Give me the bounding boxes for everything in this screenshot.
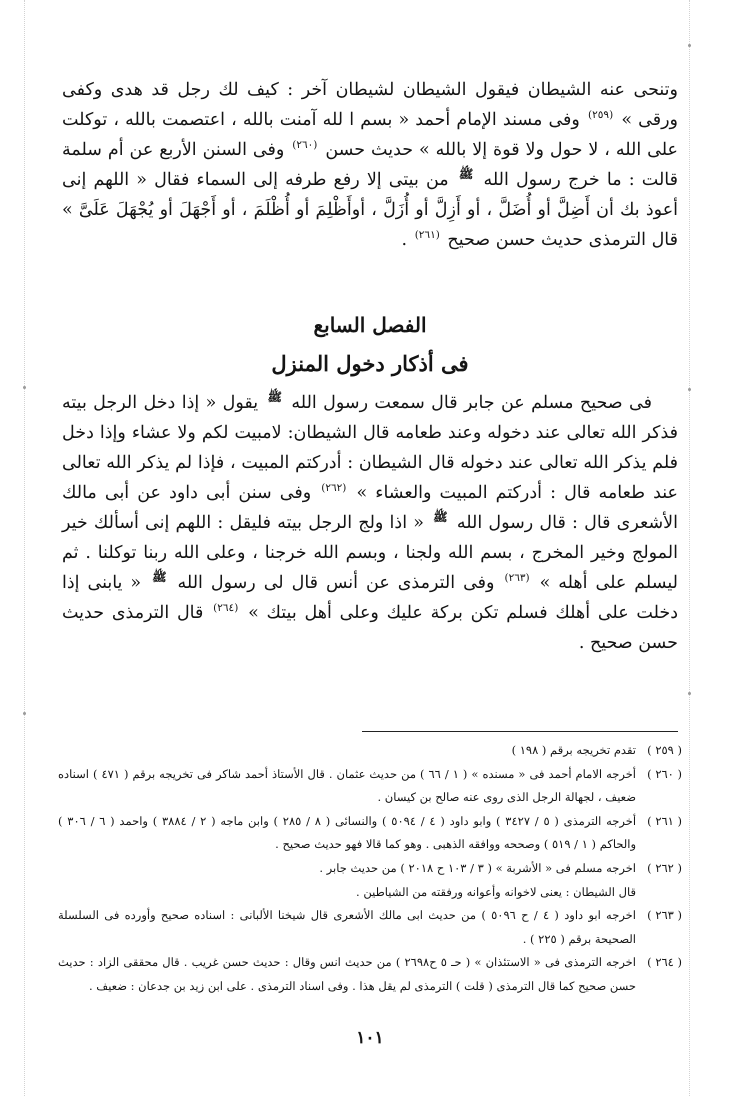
salawat-symbol: ﷺ	[152, 570, 167, 585]
margin-dot	[23, 712, 26, 715]
body-text-segment: وفى السنن الأربع عن أم سلمة قالت : ما خرج رسول الله	[62, 140, 678, 190]
footnote	[58, 951, 682, 998]
footnote-number: ( ٢٥٩ )	[647, 743, 682, 757]
body-text-segment: .	[401, 230, 408, 250]
footnote-reference: (٢٦٠)	[292, 139, 318, 152]
footnote	[58, 857, 682, 881]
margin-dot	[688, 692, 691, 695]
footnote	[58, 810, 682, 857]
footnote-text: اخرجه مسلم فى « الأشربة » ( ٣ / ١٠٣ ح ٢٠١٨ ) من حديث جابر .	[319, 860, 636, 875]
footnote-number: ( ٢٦١ )	[647, 813, 682, 828]
footnote-continuation	[58, 881, 682, 905]
salawat-symbol: ﷺ	[267, 390, 283, 405]
footnote-text: اخرجه ابو داود ( ٤ / ح ٥٠٩٦ ) من حديث ابى مالك الأشعرى قال شيخنا الألبانى : اسناده صحيح وأورده فى السلسلة الصحيحة برقم ( ٢٢٥ ) .	[58, 908, 636, 946]
footnote-reference: (٢٦١)	[414, 229, 440, 242]
footnote-reference: (٢٦٣)	[504, 572, 530, 585]
footnote	[58, 763, 682, 810]
body-text-segment: يقول « إذا دخل الرجل بيته فذكر الله تعالى عند دخوله وعند طعامه قال الشيطان: لامبيت لكم ولا عشاء وإذا دخل فلم يذكر الله تعالى عند دخوله قال الشيطان : أدركتم المبيت ، فإذا لم يذكر الله تعالى عند طعامه قال : أدركتم المبيت والعشاء »	[62, 393, 678, 503]
footnote-text: اخرجه الترمذى فى « الاستئذان » ( حـ ٥ ح٢٦٩٨ ) من حديث انس وقال : حديث حسن غريب . قال محققى الزاد : حديث حسن صحيح كما قال الترمذى ( قلت ) الترمذى لم يقل هذا . وفى اسناد الترمذى . على ابن زيد بن جدعان : ضعيف .	[58, 955, 636, 993]
margin-dot	[688, 44, 691, 47]
footnote	[58, 904, 682, 951]
body-text-segment: وفى الترمذى عن أنس قال لى رسول الله	[177, 573, 495, 593]
footnote-reference: (٢٦٢)	[321, 482, 347, 495]
right-margin-guide	[689, 0, 690, 1096]
footnote-separator	[362, 731, 678, 732]
body-text-segment: من بيتى إلا رفع طرفه إلى السماء فقال « اللهم إنى أعوذ بك أن أَضِلَّ أو أُضَلَّ ، أو أَزِلَّ أو أُزَلَّ ، أوأَظْلِمَ أو أُظْلَمَ ، أو أَجْهَلَ أو يُجْهَلَ عَلَىَّ » قال الترمذى حديث حسن صحيح	[62, 170, 678, 250]
footnote-number: ( ٢٦٣ )	[647, 908, 682, 923]
margin-dot	[23, 386, 26, 389]
left-margin-guide	[24, 0, 25, 1096]
body-text-segment: « يابنى إذا دخلت على أهلك فسلم تكن بركة عليك وعلى أهل بيتك »	[62, 573, 678, 623]
body-text-segment: قال الترمذى حديث حسن صحيح .	[62, 603, 678, 653]
footnote-number: ( ٢٦٢ )	[647, 860, 682, 875]
footnote-text: أخرجه الامام أحمد فى « مسنده » ( ١ / ٦٦ ) من حديث عثمان . قال الأستاذ أحمد شاكر فى تخريجه برقم ( ٤٧١ ) اسناده ضعيف ، لجهالة الرجل الذى روى عنه صالح بن كيسان .	[58, 766, 636, 805]
body-text-segment: وفى سنن أبى داود عن أبى مالك الأشعرى قال : قال رسول الله	[62, 483, 678, 533]
footnotes	[58, 739, 682, 999]
footnote-reference: (٢٦٤)	[213, 602, 239, 615]
footnote-text: أخرجه الترمذى ( ٥ / ٣٤٢٧ ) وابو داود ( ٤ / ٥٠٩٤ ) والنسائى ( ٨ / ٢٨٥ ) وابن ماجه ( ٢ / ٣٨٨٤ ) واحمد ( ٦ / ٣٠٦ ) والحاكم ( ١ / ٥١٩ ) وصححه ووافقه الذهبى . وهو كما قالا فهو حديث صحيح .	[58, 813, 637, 852]
footnote-text: قال الشيطان : يعنى لاخوانه وأعوانه ورفقته من الشياطين .	[356, 884, 636, 899]
paragraph-continuation	[62, 75, 678, 255]
salawat-symbol: ﷺ	[458, 167, 474, 182]
margin-dot	[688, 388, 691, 391]
footnote-number: ( ٢٦٤ )	[647, 955, 682, 970]
chapter-heading: الفصل السابع	[313, 313, 427, 337]
section-heading: فى أذكار دخول المنزل	[271, 351, 469, 376]
footnote	[58, 739, 682, 763]
salawat-symbol: ﷺ	[433, 510, 448, 525]
footnote-text: تقدم تخريجه برقم ( ١٩٨ )	[511, 743, 636, 757]
body-text-segment: فى صحيح مسلم عن جابر قال سمعت رسول الله	[291, 393, 652, 413]
footnote-reference: (٢٥٩)	[588, 109, 614, 122]
body-text-segment: وتنحى عنه الشيطان فيقول الشيطان لشيطان آخر : كيف لك رجل قد هدى وكفى ورقى »	[62, 80, 678, 130]
body-text-segment: « اذا ولج الرجل بيته فليقل : اللهم إنى أسألك خير المولج وخير المخرج ، بسم الله ولجنا ، وبسم الله خرجنا ، وعلى الله ربنا توكلنا . ثم ليسلم على أهله »	[62, 513, 678, 593]
paragraph-home-adhkar	[62, 388, 678, 658]
page-number: ١٠١	[356, 1028, 384, 1048]
footnote-number: ( ٢٦٠ )	[647, 766, 682, 781]
body-text-segment: وفى مسند الإمام أحمد « بسم ا لله آمنت بالله ، اعتصمت بالله ، توكلت على الله ، لا حول ولا قوة إلا بالله » حديث حسن	[62, 110, 678, 160]
